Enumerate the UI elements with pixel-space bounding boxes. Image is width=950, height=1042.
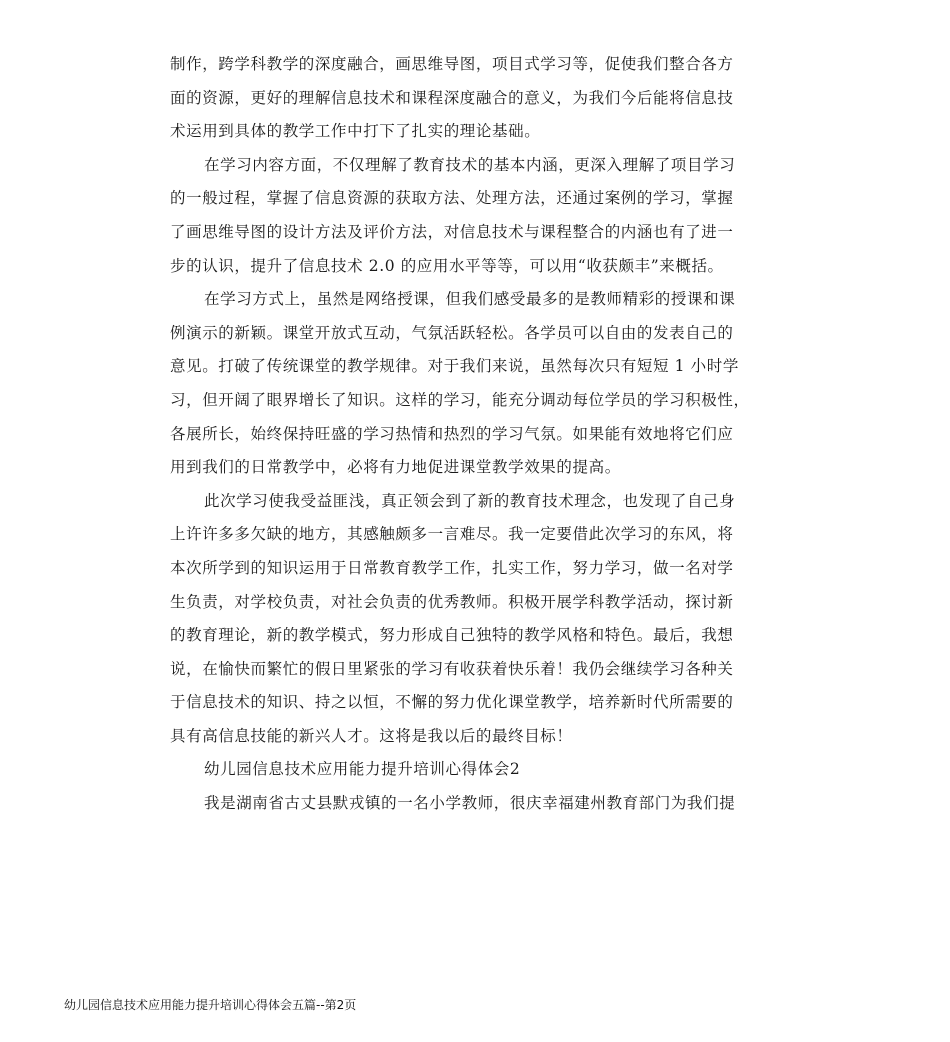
text-line: 于信息技术的知识、持之以恒，不懈的努力优化课堂教学，培养新时代所需要的 <box>170 693 734 712</box>
text-line: 例演示的新颖。课堂开放式互动，气氛活跃轻松。各学员可以自由的发表自己的 <box>170 323 734 342</box>
text-line: 幼儿园信息技术应用能力提升培训心得体会2 <box>204 760 521 779</box>
text-line: 上许许多多欠缺的地方，其感触颇多一言难尽。我一定要借此次学习的东风，将 <box>170 525 734 544</box>
text-line: 习，但开阔了眼界增长了知识。这样的学习，能充分调动每位学员的学习积极性， <box>170 390 750 409</box>
text-line: 用到我们的日常教学中，必将有力地促进课堂教学效果的提高。 <box>170 458 621 477</box>
text-line: 了画思维导图的设计方法及评价方法，对信息技术与课程整合的内涵也有了进一 <box>170 222 734 241</box>
text-line: 的教育理论，新的教学模式，努力形成自己独特的教学风格和特色。最后，我想 <box>170 626 734 645</box>
document-body <box>170 48 790 821</box>
page-footer: 幼儿园信息技术应用能力提升培训心得体会五篇--第2页 <box>64 998 357 1012</box>
text-line: 意见。打破了传统课堂的教学规律。对于我们来说，虽然每次只有短短 1 小时学 <box>170 357 739 376</box>
text-line: 说，在愉快而繁忙的假日里紧张的学习有收获着快乐着！我仍会继续学习各种关 <box>170 659 734 678</box>
text-line: 在学习内容方面，不仅理解了教育技术的基本内涵，更深入理解了项目学习 <box>204 155 736 174</box>
text-line: 术运用到具体的教学工作中打下了扎实的理论基础。 <box>170 122 541 141</box>
text-line: 制作，跨学科教学的深度融合，画思维导图，项目式学习等，促使我们整合各方 <box>170 55 734 73</box>
text-line: 各展所长，始终保持旺盛的学习热情和热烈的学习气氛。如果能有效地将它们应 <box>170 424 734 443</box>
text-line: 在学习方式上，虽然是网络授课，但我们感受最多的是教师精彩的授课和课 <box>204 290 736 309</box>
text-line: 具有高信息技能的新兴人才。这将是我以后的最终目标！ <box>170 726 573 745</box>
text-line: 生负责，对学校负责，对社会负责的优秀教师。积极开展学科教学活动，探讨新 <box>170 592 734 611</box>
text-line: 步的认识，提升了信息技术 2.0 的应用水平等等，可以用“收获颇丰”来概括。 <box>170 256 724 275</box>
text-line: 我是湖南省古丈县默戎镇的一名小学教师，很庆幸福建州教育部门为我们提 <box>204 794 736 813</box>
text-line: 的一般过程，掌握了信息资源的获取方法、处理方法，还通过案例的学习，掌握 <box>170 189 734 208</box>
text-line: 此次学习使我受益匪浅，真正领会到了新的教育技术理念，也发现了自己身 <box>204 491 736 510</box>
text-line: 本次所学到的知识运用于日常教育教学工作，扎实工作，努力学习，做一名对学 <box>170 558 734 577</box>
text-line: 面的资源，更好的理解信息技术和课程深度融合的意义，为我们今后能将信息技 <box>170 88 734 107</box>
